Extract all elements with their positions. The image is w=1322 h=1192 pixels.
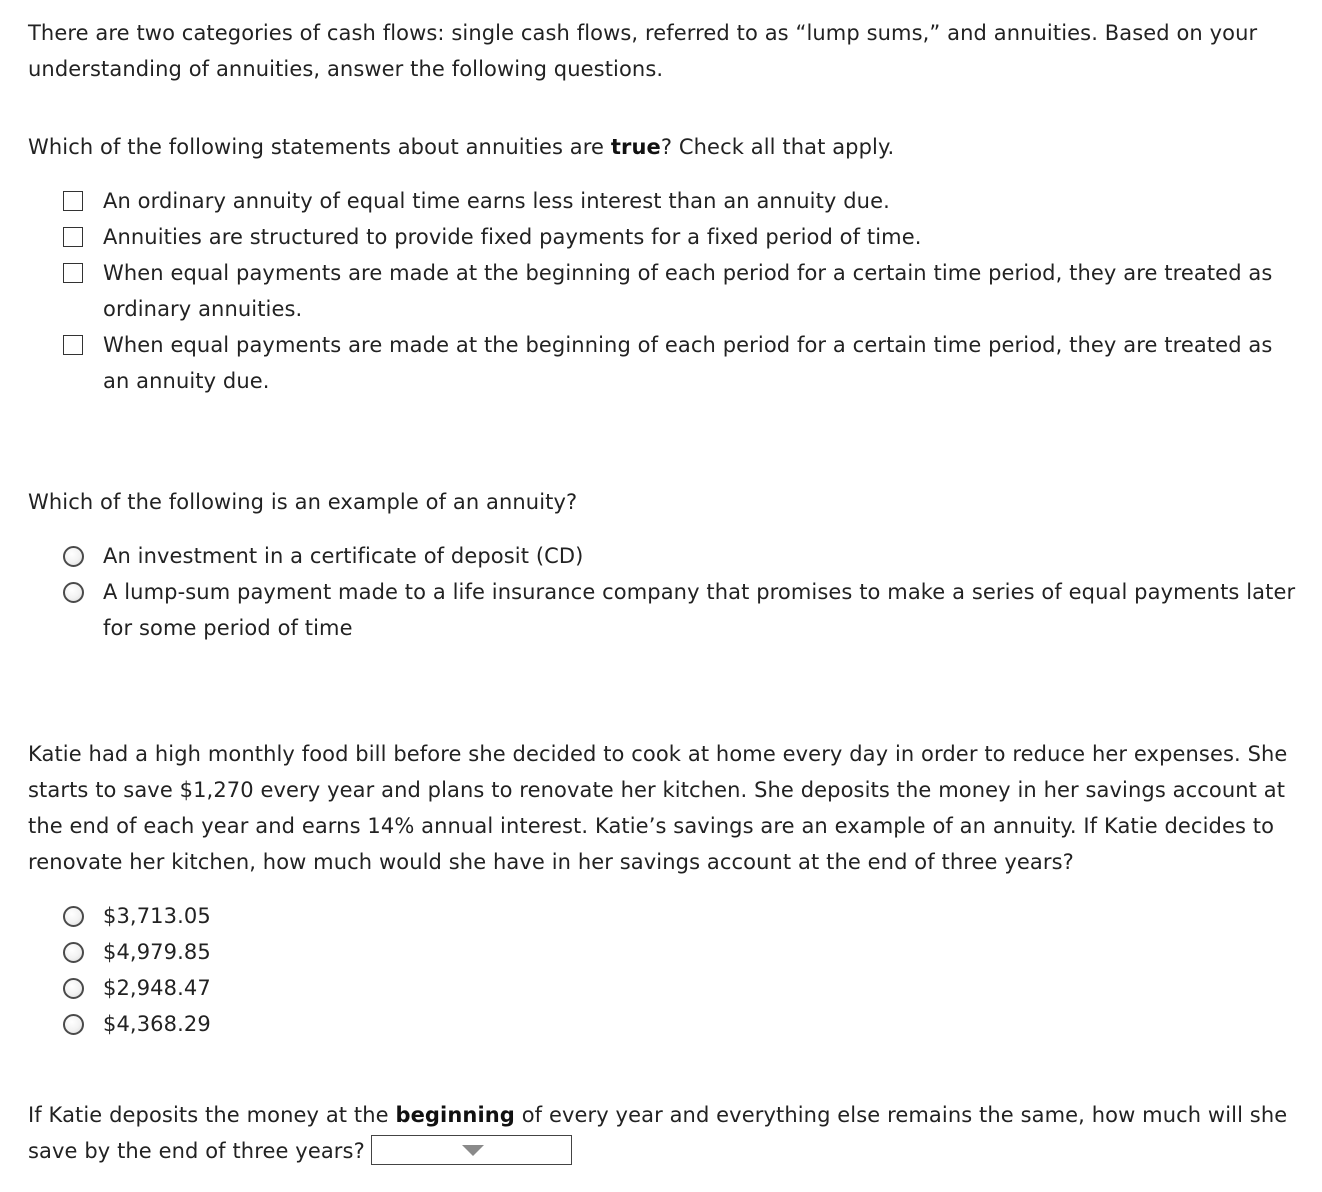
- checkbox-label: When equal payments are made at the beginning of each period for a certain time period, they are treated as an annuity due.: [103, 333, 1273, 393]
- question-4-prompt: If Katie deposits the money at the beginning of every year and everything else remains the same, how much will she save by the end of three years?: [28, 1103, 1288, 1163]
- radio-option[interactable]: [63, 574, 1302, 646]
- checkbox[interactable]: [63, 263, 83, 283]
- radio-button[interactable]: [63, 546, 84, 567]
- radio-option[interactable]: [63, 934, 1302, 970]
- checkbox-option[interactable]: [63, 183, 1302, 219]
- emphasis-true: true: [610, 135, 661, 159]
- radio-option[interactable]: [63, 898, 1302, 934]
- radio-group: [63, 538, 1302, 646]
- radio-label: $4,979.85: [103, 940, 211, 964]
- intro-text: There are two categories of cash flows: single cash flows, referred to as “lump sums,” and annuities. Based on your understanding of annuities, answer the following questions.: [28, 21, 1258, 81]
- emphasis-beginning: beginning: [395, 1103, 515, 1127]
- radio-label: A lump-sum payment made to a life insurance company that promises to make a series of equal payments later for some period of time: [103, 580, 1296, 640]
- checkbox-option[interactable]: [63, 219, 1302, 255]
- radio-button[interactable]: [63, 906, 84, 927]
- question-4: [28, 1097, 1302, 1169]
- radio-option[interactable]: [63, 538, 1302, 574]
- checkbox-option[interactable]: [63, 327, 1302, 399]
- radio-label: An investment in a certificate of deposit (CD): [103, 544, 584, 568]
- dropdown-arrow-icon: [462, 1145, 484, 1156]
- radio-button[interactable]: [63, 582, 84, 603]
- radio-group: [63, 898, 1302, 1042]
- question-3: [28, 736, 1302, 1042]
- checkbox[interactable]: [63, 191, 83, 211]
- question-1: [28, 129, 1302, 399]
- question-3-prompt: Katie had a high monthly food bill before she decided to cook at home every day in order to reduce her expenses. She starts to save $1,270 every year and plans to renovate her kitchen. She deposits the money in her savings account at the end of each year and earns 14% annual interest. Katie’s savings are an example of an annuity. If Katie decides to renovate her kitchen, how much would she have in her savings account at the end of three years?: [28, 742, 1288, 874]
- checkbox-label: When equal payments are made at the beginning of each period for a certain time period, they are treated as ordinary annuities.: [103, 261, 1273, 321]
- question-2-prompt: Which of the following is an example of an annuity?: [28, 490, 578, 514]
- checkbox-option[interactable]: [63, 255, 1302, 327]
- radio-button[interactable]: [63, 978, 84, 999]
- checkbox-label: An ordinary annuity of equal time earns less interest than an annuity due.: [103, 189, 890, 213]
- answer-dropdown[interactable]: [371, 1135, 572, 1165]
- question-2: [28, 484, 1302, 646]
- checkbox-group: [63, 183, 1302, 399]
- checkbox-label: Annuities are structured to provide fixed payments for a fixed period of time.: [103, 225, 922, 249]
- radio-label: $2,948.47: [103, 976, 211, 1000]
- radio-option[interactable]: [63, 1006, 1302, 1042]
- question-page: [28, 15, 1302, 1169]
- radio-label: $4,368.29: [103, 1012, 211, 1036]
- checkbox[interactable]: [63, 227, 83, 247]
- radio-button[interactable]: [63, 1014, 84, 1035]
- checkbox[interactable]: [63, 335, 83, 355]
- radio-button[interactable]: [63, 942, 84, 963]
- radio-option[interactable]: [63, 970, 1302, 1006]
- radio-label: $3,713.05: [103, 904, 211, 928]
- question-1-prompt: Which of the following statements about annuities are true? Check all that apply.: [28, 135, 895, 159]
